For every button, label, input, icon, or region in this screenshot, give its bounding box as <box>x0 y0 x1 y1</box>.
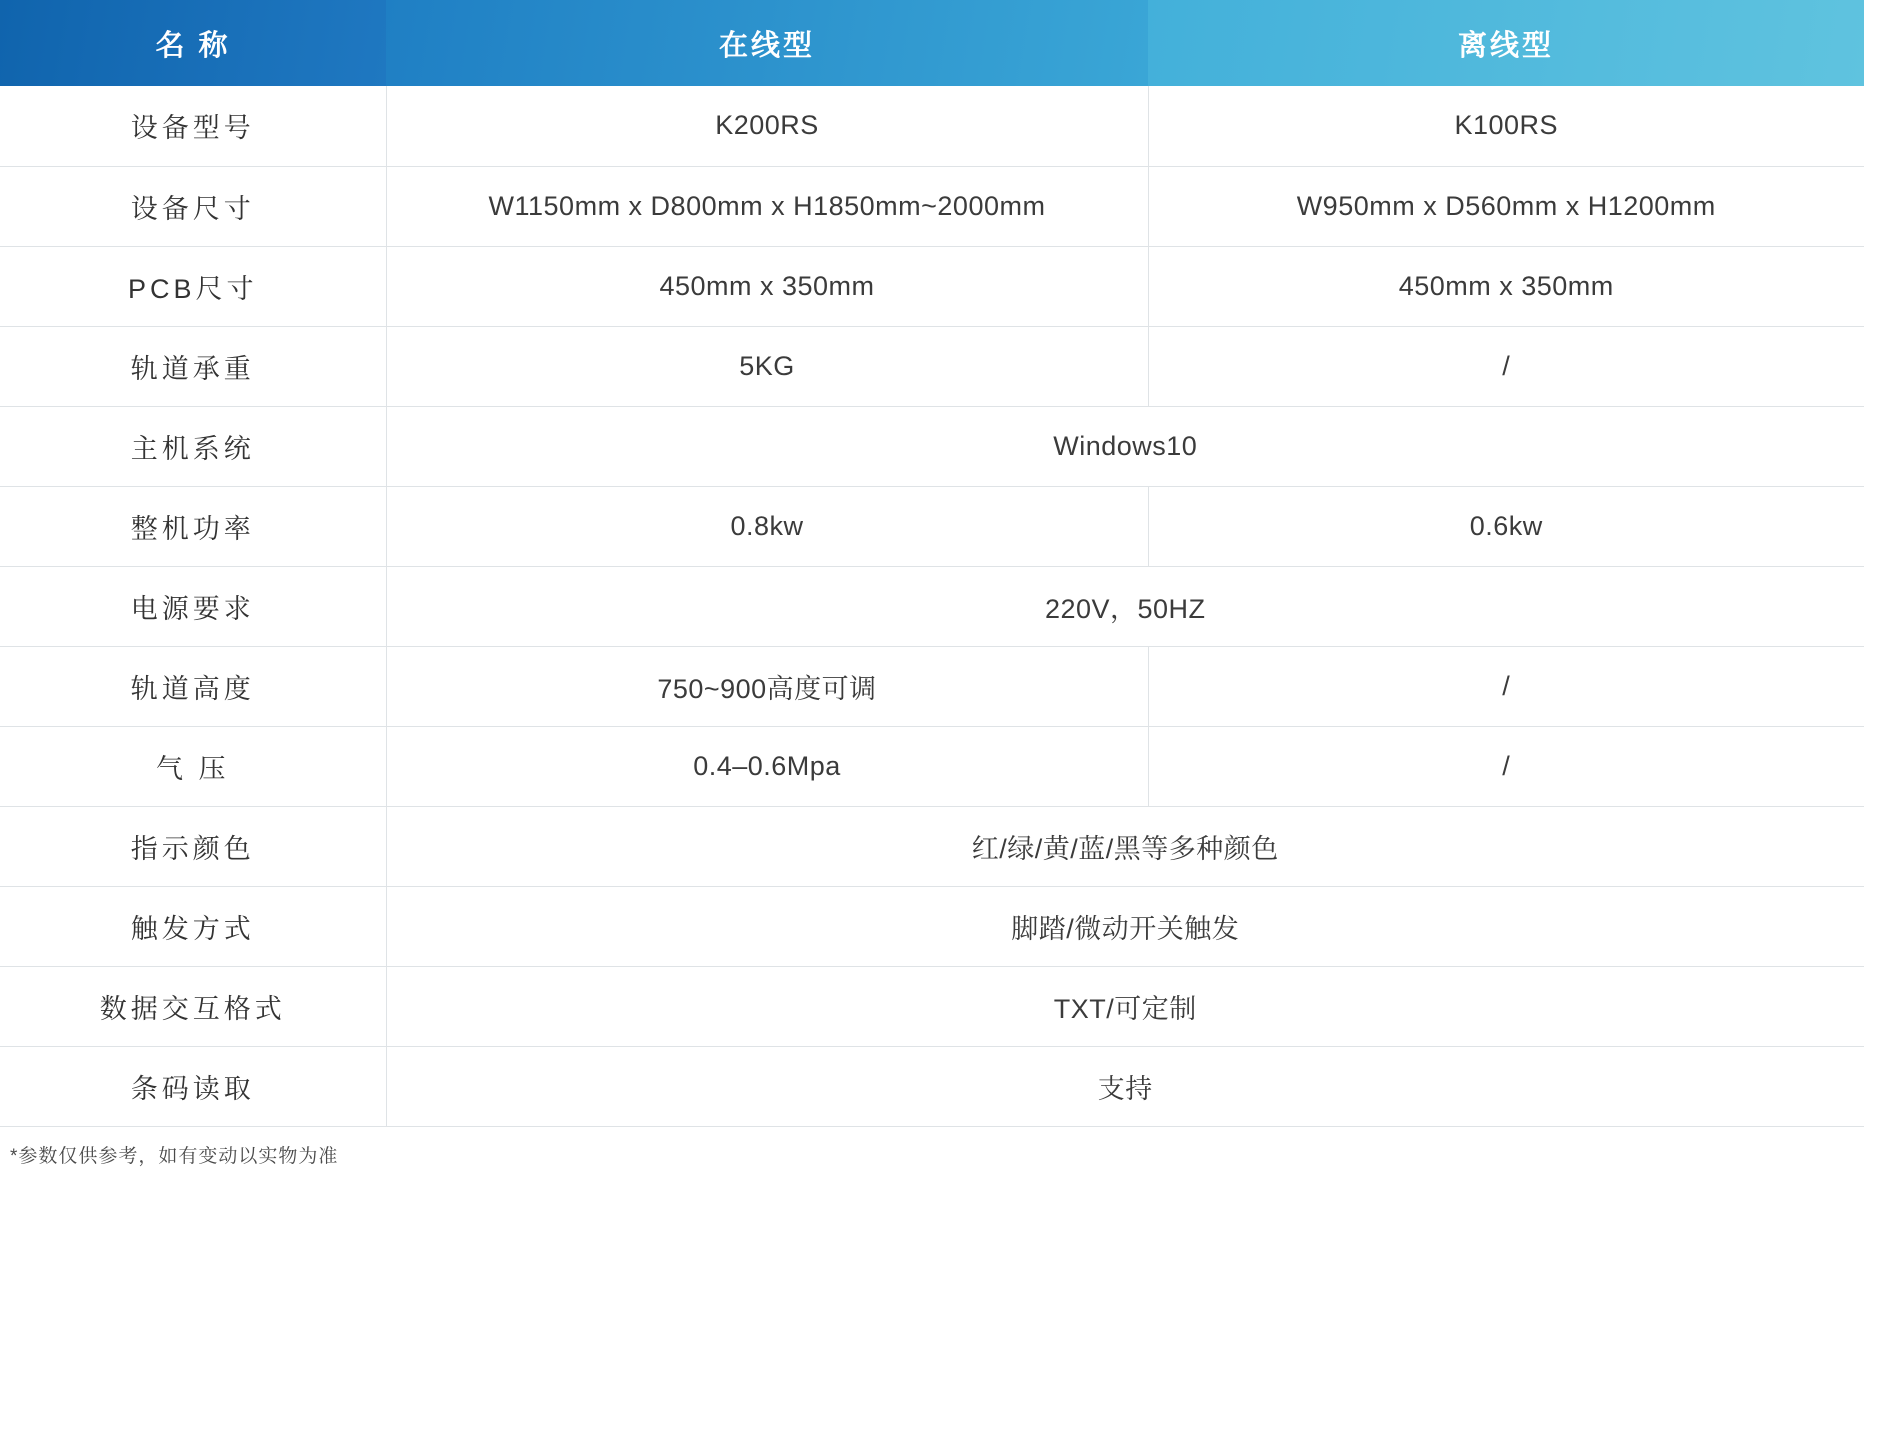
row-value-offline: / <box>1148 726 1864 806</box>
table-body <box>0 86 1864 1126</box>
row-label: 设备尺寸 <box>0 166 386 246</box>
row-label: 数据交互格式 <box>0 966 386 1046</box>
row-value-online: 450mm x 350mm <box>386 246 1148 326</box>
row-value-merged: 脚踏/微动开关触发 <box>386 886 1864 966</box>
table-row <box>0 646 1864 726</box>
table-header-row <box>0 0 1864 86</box>
row-value-online: K200RS <box>386 86 1148 166</box>
row-value-offline: 450mm x 350mm <box>1148 246 1864 326</box>
row-value-merged: TXT/可定制 <box>386 966 1864 1046</box>
row-label: 条码读取 <box>0 1046 386 1126</box>
row-label: 电源要求 <box>0 566 386 646</box>
table-row <box>0 86 1864 166</box>
column-header-name: 名 称 <box>0 0 386 86</box>
row-value-online: 0.4–0.6Mpa <box>386 726 1148 806</box>
table-row <box>0 886 1864 966</box>
table-row <box>0 166 1864 246</box>
row-value-offline: W950mm x D560mm x H1200mm <box>1148 166 1864 246</box>
row-value-offline: 0.6kw <box>1148 486 1864 566</box>
table-row <box>0 566 1864 646</box>
table-row <box>0 246 1864 326</box>
row-value-offline: K100RS <box>1148 86 1864 166</box>
row-value-online: 0.8kw <box>386 486 1148 566</box>
column-header-online: 在线型 <box>386 0 1148 86</box>
table-row <box>0 326 1864 406</box>
table-row <box>0 806 1864 886</box>
row-value-merged: 支持 <box>386 1046 1864 1126</box>
row-label: 整机功率 <box>0 486 386 566</box>
row-label: 轨道高度 <box>0 646 386 726</box>
row-label: 设备型号 <box>0 86 386 166</box>
row-value-merged: Windows10 <box>386 406 1864 486</box>
row-value-offline: / <box>1148 646 1864 726</box>
table-row <box>0 966 1864 1046</box>
table-row <box>0 406 1864 486</box>
row-label: 轨道承重 <box>0 326 386 406</box>
table-row <box>0 1046 1864 1126</box>
footnote: *参数仅供参考，如有变动以实物为准 <box>10 1145 339 1167</box>
table-row <box>0 486 1864 566</box>
table-row <box>0 726 1864 806</box>
row-value-online: 750~900高度可调 <box>386 646 1148 726</box>
column-header-offline: 离线型 <box>1148 0 1864 86</box>
table-header <box>0 0 1864 86</box>
row-label: 主机系统 <box>0 406 386 486</box>
row-value-merged: 220V，50HZ <box>386 566 1864 646</box>
row-label: 触发方式 <box>0 886 386 966</box>
row-value-online: 5KG <box>386 326 1148 406</box>
row-label: PCB尺寸 <box>0 246 386 326</box>
row-label: 气 压 <box>0 726 386 806</box>
row-label: 指示颜色 <box>0 806 386 886</box>
row-value-offline: / <box>1148 326 1864 406</box>
row-value-merged: 红/绿/黄/蓝/黑等多种颜色 <box>386 806 1864 886</box>
row-value-online: W1150mm x D800mm x H1850mm~2000mm <box>386 166 1148 246</box>
